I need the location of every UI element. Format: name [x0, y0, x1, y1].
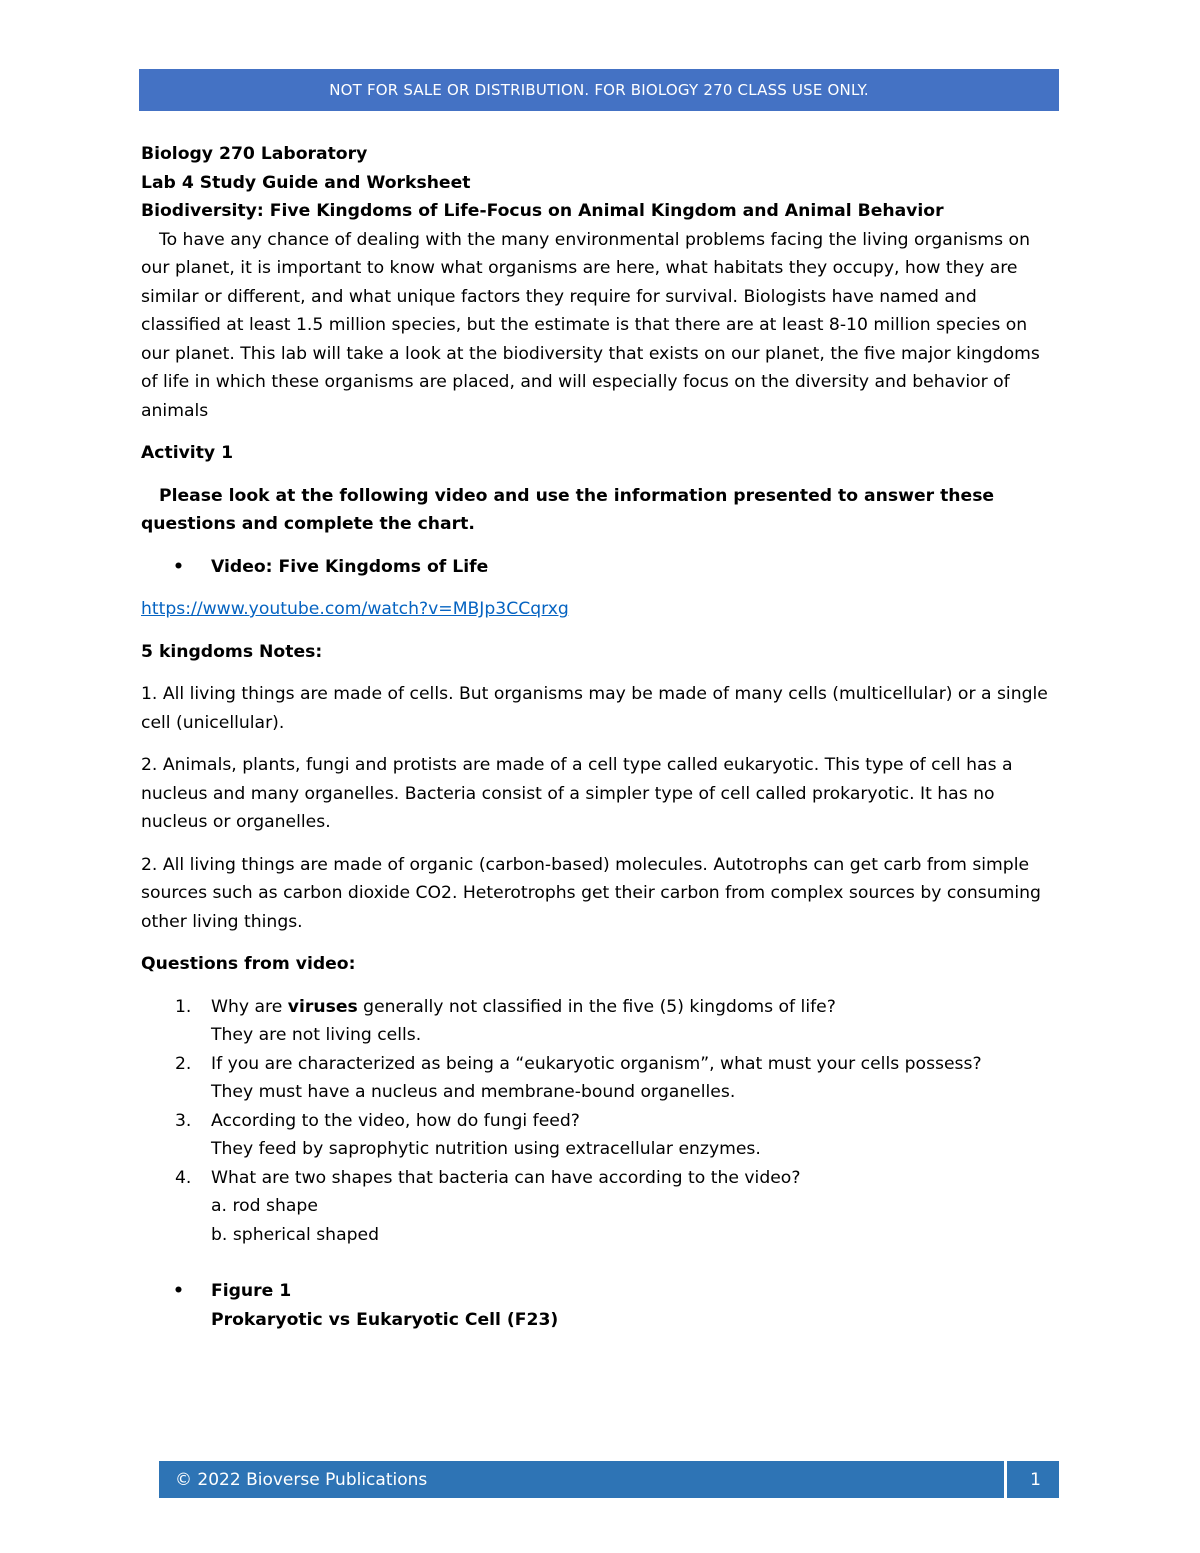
- bullet-icon: •: [173, 1281, 184, 1301]
- note-item: 1. All living things are made of cells. But organisms may be made of many cells (multicellular) or a single cell (unicellular).: [141, 684, 1048, 733]
- document-body: [141, 140, 1056, 1334]
- question-number: 4.: [175, 1167, 192, 1188]
- question-number: 1.: [175, 996, 192, 1017]
- activity-instruction: Please look at the following video and use the information presented to answer these questions and complete the chart.: [141, 485, 995, 534]
- video-bullet: [141, 553, 1056, 582]
- answer-text: They must have a nucleus and membrane-bound organelles.: [211, 1082, 736, 1102]
- activity-heading: Activity 1: [141, 443, 234, 463]
- figure-bullet: [141, 1277, 1056, 1334]
- distribution-banner: NOT FOR SALE OR DISTRIBUTION. FOR BIOLOGY 270 CLASS USE ONLY.: [139, 69, 1059, 111]
- footer-divider: [141, 1461, 159, 1498]
- question-text: [211, 993, 1056, 1022]
- question-text: What are two shapes that bacteria can have according to the video?: [211, 1167, 801, 1188]
- question-list: [141, 993, 1056, 1250]
- lab-title: Lab 4 Study Guide and Worksheet: [141, 172, 471, 193]
- copyright-text: © 2022 Bioverse Publications: [175, 1469, 428, 1490]
- question-text-part: Why are: [211, 996, 288, 1017]
- question-text-part: generally not classified in the five (5) kingdoms of life?: [357, 996, 836, 1017]
- bullet-icon: •: [173, 556, 184, 577]
- note-item: 2. All living things are made of organic (carbon-based) molecules. Autotrophs can get carb from simple sources such as carbon dioxide CO2. Heterotrophs get their carbon from complex sources by consuming other living things.: [141, 854, 1041, 932]
- question-emphasis: viruses: [287, 996, 358, 1017]
- intro-paragraph: To have any chance of dealing with the many environmental problems facing the living organisms on our planet, it is important to know what organisms are here, what habitats they occupy, how they are similar or different, and what unique factors they require for survival. Biologists have named and classified at least 1.5 million species, but the estimate is that there are at least 8-10 million species on our planet. This lab will take a look at the biodiversity that exists on our planet, the five major kingdoms of life in which these organisms are placed, and will especially focus on the diversity and behavior of animals: [141, 229, 1040, 421]
- answer-text: They feed by saprophytic nutrition using extracellular enzymes.: [211, 1139, 761, 1159]
- question-item: [141, 1050, 1056, 1107]
- topic-title: Biodiversity: Five Kingdoms of Life-Focus on Animal Kingdom and Animal Behavior: [141, 201, 944, 221]
- question-number: 2.: [175, 1053, 192, 1074]
- video-link[interactable]: https://www.youtube.com/watch?v=MBJp3CCqrxg: [141, 599, 569, 619]
- footer-divider: [159, 1461, 161, 1498]
- question-item: [141, 1164, 1056, 1250]
- question-number: 3.: [175, 1110, 192, 1131]
- video-title: Video: Five Kingdoms of Life: [211, 556, 489, 577]
- question-item: [141, 1107, 1056, 1164]
- question-text: If you are characterized as being a “eukaryotic organism”, what must your cells possess?: [211, 1053, 982, 1074]
- question-text: According to the video, how do fungi feed?: [211, 1110, 580, 1131]
- answer-text: a. rod shape: [211, 1196, 318, 1216]
- notes-heading: 5 kingdoms Notes:: [141, 641, 323, 662]
- footer-divider: [1004, 1461, 1007, 1498]
- questions-heading: Questions from video:: [141, 954, 356, 974]
- page-number: 1: [1030, 1469, 1041, 1490]
- question-item: [141, 993, 1056, 1050]
- figure-label: Figure 1: [211, 1281, 292, 1301]
- note-item: 2. Animals, plants, fungi and protists are made of a cell type called eukaryotic. This type of cell has a nucleus and many organelles. Bacteria consist of a simpler type of cell called prokaryotic. It has no nucleus or organelles.: [141, 755, 1013, 832]
- answer-text: b. spherical shaped: [211, 1224, 380, 1245]
- course-title: Biology 270 Laboratory: [141, 144, 368, 164]
- answer-text: They are not living cells.: [211, 1025, 422, 1045]
- page-footer: [141, 1461, 1059, 1498]
- figure-caption: Prokaryotic vs Eukaryotic Cell (F23): [211, 1309, 559, 1330]
